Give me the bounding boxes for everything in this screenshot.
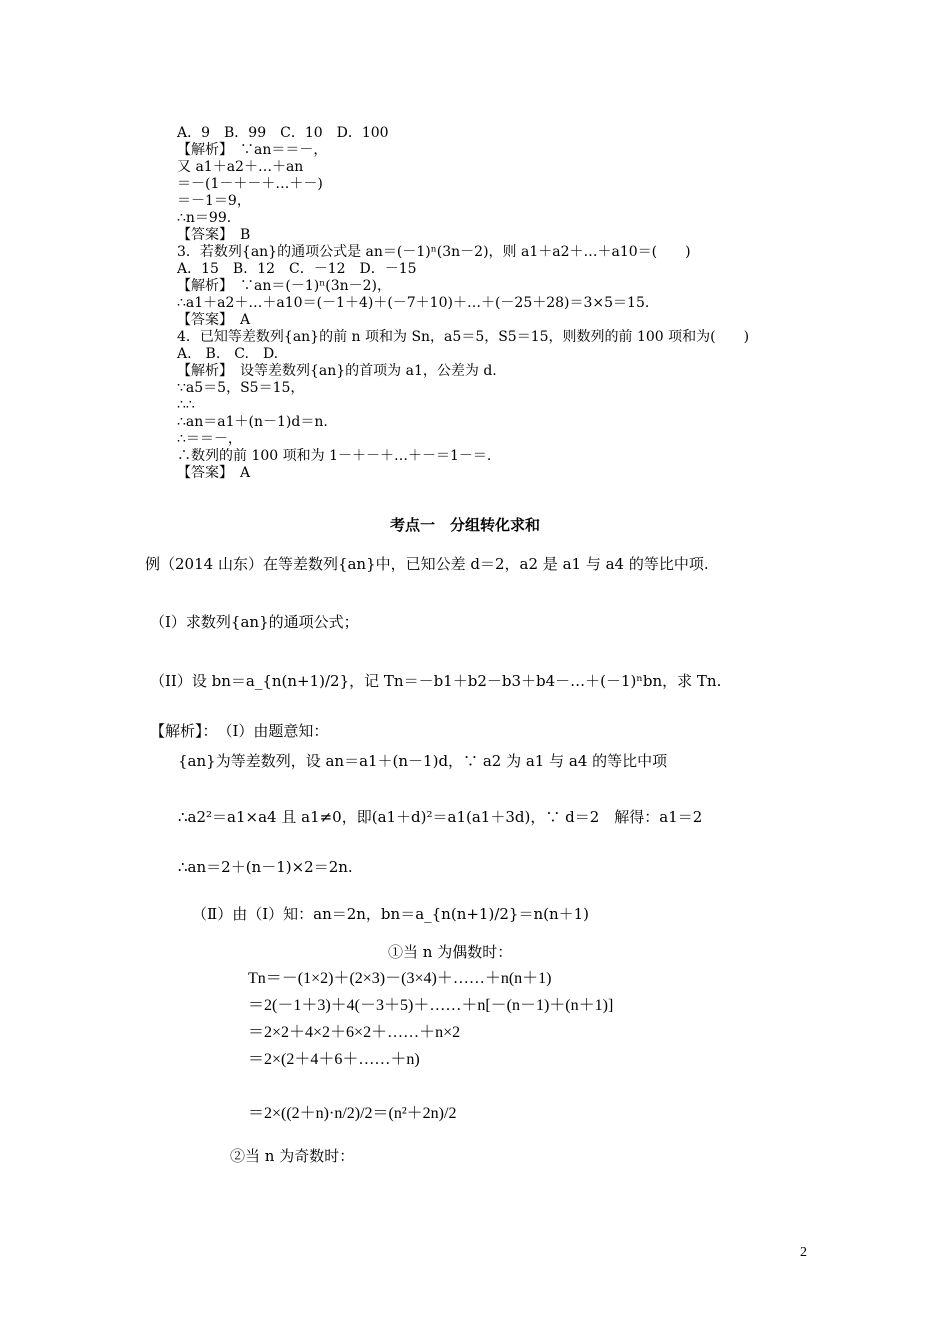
analysis-line: 【解析】 设等差数列{an}的首项为 a1，公差为 d. — [177, 363, 497, 379]
equation-line: Tn＝－(1×2)＋(2×3)－(3×4)＋……＋n(n＋1) — [248, 970, 552, 987]
section-title: 考点一 分组转化求和 — [390, 516, 541, 534]
example-statement: 例（2014 山东）在等差数列{an}中，已知公差 d＝2，a2 是 a1 与 a4 的等比中项. — [145, 555, 709, 573]
answer-line: 【答案】 B — [177, 227, 251, 243]
question-line: 4．已知等差数列{an}的前 n 项和为 Sn，a5＝5，S5＝15，则数列的前 100 项和为( ) — [177, 329, 750, 345]
options-line: A．9 B．99 C．10 D．100 — [177, 125, 389, 141]
analysis-line: ∴＝＝－， — [177, 431, 242, 447]
page-number: 2 — [800, 1245, 807, 1260]
solution-line: ∴an＝2＋(n－1)×2＝2n. — [178, 858, 353, 876]
equation-line: ＝2×((2＋n)·n/2)/2＝(n²＋2n)/2 — [248, 1105, 457, 1122]
case-odd: ②当 n 为奇数时： — [230, 1147, 355, 1165]
options-line: A．15 B．12 C．－12 D．－15 — [177, 261, 417, 277]
solution-line: （Ⅱ）由（Ⅰ）知：an＝2n，bn＝a_{n(n+1)/2}＝n(n＋1) — [192, 905, 590, 923]
options-line: A. B. C. D. — [177, 346, 279, 362]
part-two: （II）设 bn＝a_{n(n+1)/2}，记 Tn＝－b1＋b2－b3＋b4－…＋(－1)ⁿbn，求 Tn. — [150, 672, 722, 690]
part-one: （Ⅰ）求数列{an}的通项公式； — [150, 613, 359, 631]
analysis-line: ∴a1＋a2＋…＋a10＝(－1＋4)＋(－7＋10)＋…＋(－25＋28)＝3×5＝15. — [177, 295, 650, 311]
analysis-line: 又 a1＋a2＋…＋an — [177, 159, 304, 175]
analysis-line: ∵a5＝5，S5＝15， — [177, 380, 305, 396]
analysis-line: 【解析】 ∵an＝＝－， — [177, 142, 328, 158]
answer-line: 【答案】 A — [177, 465, 251, 481]
analysis-line: 【解析】 ∵an＝(－1)ⁿ(3n－2)， — [177, 278, 392, 294]
analysis-line: ∴an＝a1＋(n－1)d＝n. — [177, 414, 328, 430]
question-line: 3．若数列{an}的通项公式是 an＝(－1)ⁿ(3n－2)，则 a1＋a2＋…＋a10＝( ) — [177, 244, 691, 260]
solution-heading: 【解析】： （Ⅰ）由题意知： — [150, 722, 329, 740]
analysis-line: ＝－(1－＋－＋…＋－) — [177, 176, 323, 192]
solution-line: {an}为等差数列，设 an＝a1＋(n－1)d，∵ a2 为 a1 与 a4 的等比中项 — [178, 752, 668, 770]
analysis-line: ∴数列的前 100 项和为 1－＋－＋…＋－＝1－＝. — [177, 448, 492, 464]
answer-line: 【答案】 A — [177, 312, 251, 328]
solution-line: ∴a2²＝a1×a4 且 a1≠0，即(a1＋d)²＝a1(a1＋3d)，∵ d＝2 解得：a1＝2 — [178, 808, 703, 826]
analysis-line: ∴n＝99. — [177, 210, 232, 226]
analysis-line: ＝－1＝9， — [177, 193, 251, 209]
equation-line: ＝2×(2＋4＋6＋……＋n) — [248, 1051, 420, 1068]
analysis-line: ∴∴ — [177, 397, 195, 413]
equation-line: ＝2×2＋4×2＋6×2＋……＋n×2 — [248, 1024, 461, 1041]
case-even: ①当 n 为偶数时： — [388, 943, 513, 961]
equation-line: ＝2(－1＋3)＋4(－3＋5)＋……＋n[－(n－1)＋(n＋1)] — [248, 997, 614, 1014]
